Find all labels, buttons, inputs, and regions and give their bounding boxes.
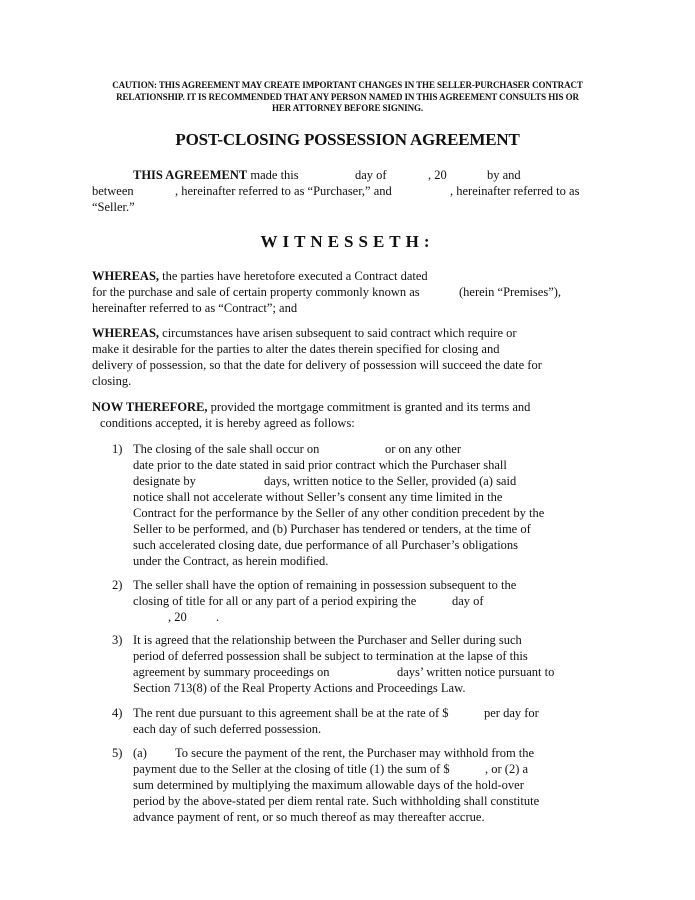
item-1-line-7: such accelerated closing date, due performance of all Purchaser’s obligations [133, 538, 519, 552]
item-4-number: 4) [112, 706, 123, 720]
whereas1-line-3: hereinafter referred to as “Contract”; and [92, 301, 298, 315]
whereas1-line-2a: for the purchase and sale of certain property commonly known as [92, 285, 420, 299]
item-2-line-2b: day of [452, 594, 484, 608]
item-5-line-3: sum determined by multiplying the maximum allowable days of the hold-over [133, 778, 524, 792]
intro-seller-ref: , hereinafter referred to as [450, 184, 580, 198]
caution-line: HER ATTORNEY BEFORE SIGNING. [271, 103, 424, 113]
item-5-sub-a: (a) [133, 746, 147, 760]
caution-notice [90, 80, 605, 115]
item-4-line-1b: per day for [484, 706, 539, 720]
item-5-line-2a: payment due to the Seller at the closing of title (1) the sum of $ [133, 762, 450, 776]
item-1-number: 1) [112, 442, 123, 456]
item-1-line-1a: The closing of the sale shall occur on [133, 442, 320, 456]
whereas2-line-3: delivery of possession, so that the date for delivery of possession will succeed the date for [92, 358, 542, 372]
item-1-line-2: date prior to the date stated in said prior contract which the Purchaser shall [133, 458, 507, 472]
item-5-number: 5) [112, 746, 123, 760]
item-1-line-1b: or on any other [385, 442, 462, 456]
item-1-line-3a: designate by [133, 474, 196, 488]
whereas1-line-1 [92, 268, 428, 284]
whereas2-line-1 [92, 325, 517, 341]
item-5-line-1: To secure the payment of the rent, the Purchaser may withhold from the [175, 746, 535, 760]
item-3-line-2: period of deferred possession shall be subject to termination at the lapse of this [133, 649, 528, 663]
whereas1-line-2b: (herein “Premises”), [459, 285, 562, 299]
intro-day-of: day of [355, 168, 387, 182]
item-1-line-4: notice shall not accelerate without Seller’s consent any time limited in the [133, 490, 503, 504]
caution-line: CAUTION: THIS AGREEMENT MAY CREATE IMPORTANT CHANGES IN THE SELLER-PURCHASER CONTRACT [112, 80, 583, 90]
item-2-line-2a: closing of title for all or any part of a period expiring the [133, 594, 417, 608]
item-2-line-3: , 20 [168, 610, 187, 624]
now-therefore-lead: NOW THEREFORE, [92, 400, 208, 414]
witnesseth-heading: WITNESSETH: [260, 232, 435, 251]
now-therefore-line-1 [92, 399, 530, 415]
whereas2-lead: WHEREAS, [92, 326, 160, 340]
now-therefore-line-2: conditions accepted, it is hereby agreed as follows: [100, 416, 355, 430]
whereas1-lead: WHEREAS, [92, 269, 160, 283]
item-4-line-2: each day of such deferred possession. [133, 722, 322, 736]
intro-made-this: made this [250, 168, 299, 182]
intro-year: , 20 [428, 168, 447, 182]
intro-lead: THIS AGREEMENT [133, 168, 248, 182]
item-4-line-1a: The rent due pursuant to this agreement shall be at the rate of $ [133, 706, 449, 720]
whereas1-text: the parties have heretofore executed a Contract dated [162, 269, 428, 283]
item-1-line-6: Seller to be performed, and (b) Purchaser has tendered or tenders, at the time of [133, 522, 531, 536]
item-1-line-5: Contract for the performance by the Seller of any other condition precedent by the [133, 506, 545, 520]
intro-line-1 [133, 167, 299, 183]
item-1-line-8: under the Contract, as herein modified. [133, 554, 329, 568]
intro-seller-end: “Seller.” [92, 200, 135, 214]
item-2-line-1: The seller shall have the option of remaining in possession subsequent to the [133, 578, 517, 592]
item-2-line-3-end: . [216, 610, 220, 624]
item-3-line-4: Section 713(8) of the Real Property Actions and Proceedings Law. [133, 681, 466, 695]
whereas2-text: circumstances have arisen subsequent to said contract which require or [162, 326, 517, 340]
caution-line: RELATIONSHIP. IT IS RECOMMENDED THAT ANY PERSON NAMED IN THIS AGREEMENT CONSULTS HIS OR [116, 91, 579, 102]
now-therefore-text: provided the mortgage commitment is granted and its terms and [210, 400, 531, 414]
item-3-line-1: It is agreed that the relationship between the Purchaser and Seller during such [133, 633, 522, 647]
item-2-number: 2) [112, 578, 123, 592]
intro-between: between [92, 184, 134, 198]
item-3-number: 3) [112, 633, 123, 647]
document-title: POST-CLOSING POSSESSION AGREEMENT [175, 130, 520, 149]
whereas2-line-2: make it desirable for the parties to alter the dates therein specified for closing and [92, 342, 500, 356]
item-3-line-3a: agreement by summary proceedings on [133, 665, 330, 679]
item-3-line-3b: days’ written notice pursuant to [397, 665, 555, 679]
whereas2-line-4: closing. [92, 374, 132, 388]
item-5-line-5: advance payment of rent, or so much thereof as may thereafter accrue. [133, 810, 485, 824]
intro-purchaser-ref: , hereinafter referred to as “Purchaser,” and [175, 184, 392, 198]
item-5-line-4: period by the above-stated per diem rental rate. Such withholding shall constitute [133, 794, 540, 808]
item-1-line-3b: days, written notice to the Seller, provided (a) said [264, 474, 517, 488]
item-5-line-2b: , or (2) a [485, 762, 529, 776]
intro-by-and: by and [487, 168, 521, 182]
